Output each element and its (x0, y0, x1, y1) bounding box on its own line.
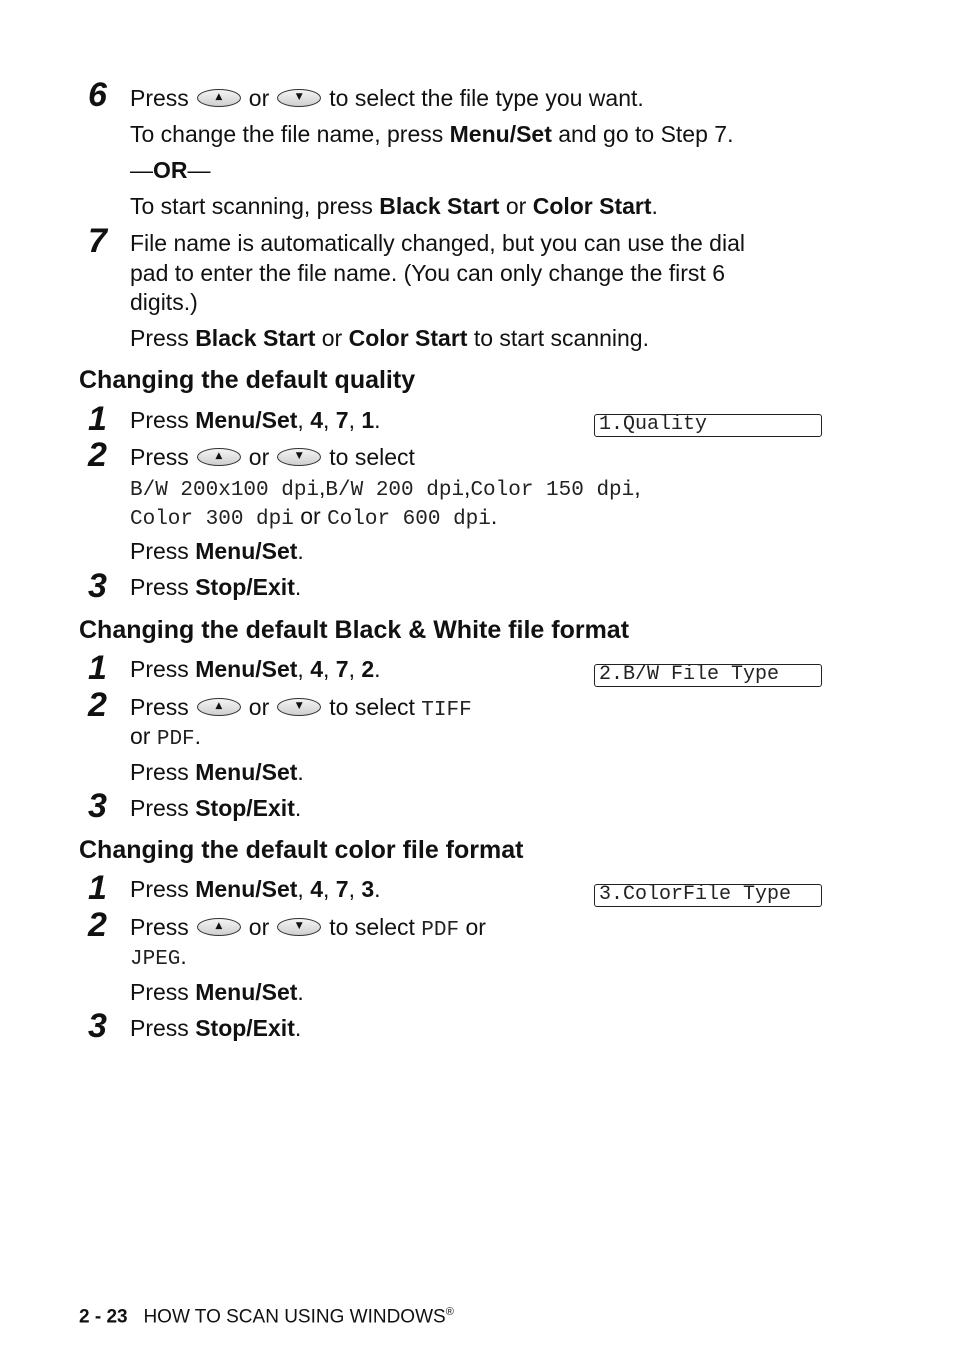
down-arrow-key-icon: ▼ (277, 918, 321, 936)
step-number: 1 (88, 869, 107, 907)
step-number: 3 (88, 787, 107, 825)
step-number: 2 (88, 906, 107, 944)
quality-step3: Press Stop/Exit. (130, 574, 302, 600)
registered-mark: ® (445, 1306, 454, 1318)
step-number: 3 (88, 1007, 107, 1045)
step-number: 7 (88, 222, 107, 260)
color-step3: Press Stop/Exit. (130, 1015, 302, 1041)
quality-step2-press: Press Menu/Set. (130, 538, 304, 564)
down-arrow-key-icon: ▼ (277, 698, 321, 716)
quality-options-line2: Color 300 dpi or Color 600 dpi. (130, 503, 498, 531)
section-heading-quality: Changing the default quality (79, 366, 416, 394)
chapter-title: HOW TO SCAN USING WINDOWS (143, 1306, 446, 1328)
down-arrow-key-icon: ▼ (277, 89, 321, 107)
page-number: 2 - 23 (79, 1306, 128, 1328)
step6-line2: To change the file name, press Menu/Set and go to Step 7. (130, 121, 734, 147)
color-step2-press: Press Menu/Set. (130, 979, 304, 1005)
section-heading-bw-format: Changing the default Black & White file format (79, 616, 630, 644)
step6-line1: Press ▲ or ▼ to select the file type you want. (130, 85, 644, 111)
step7-line3: digits.) (130, 289, 198, 315)
step-number: 2 (88, 686, 107, 724)
step7-line4: Press Black Start or Color Start to start scanning. (130, 325, 649, 351)
quality-options-line1: B/W 200x100 dpi,B/W 200 dpi,Color 150 dpi, (130, 474, 641, 502)
step-number: 2 (88, 436, 107, 474)
color-step2-line2: JPEG. (130, 943, 187, 971)
page-footer (79, 1300, 454, 1329)
step-number: 6 (88, 76, 107, 114)
bw-step3: Press Stop/Exit. (130, 795, 302, 821)
bw-step2-line2: or PDF. (130, 723, 202, 751)
up-arrow-key-icon: ▲ (197, 698, 241, 716)
up-arrow-key-icon: ▲ (197, 918, 241, 936)
up-arrow-key-icon: ▲ (197, 89, 241, 107)
step-number: 1 (88, 649, 107, 687)
quality-step2-line1: Press ▲ or ▼ to select (130, 444, 415, 470)
lcd-display-quality: 1.Quality (594, 414, 822, 437)
bw-step2-press: Press Menu/Set. (130, 759, 304, 785)
up-arrow-key-icon: ▲ (197, 448, 241, 466)
or-separator: —OR— (130, 157, 211, 183)
step7-line1: File name is automatically changed, but you can use the dial (130, 230, 745, 256)
step6-line4: To start scanning, press Black Start or Color Start. (130, 193, 658, 219)
down-arrow-key-icon: ▼ (277, 448, 321, 466)
lcd-display-bw-file-type: 2.B/W File Type (594, 664, 822, 687)
step-number: 3 (88, 567, 107, 605)
color-step2-line1: Press ▲ or ▼ to select PDF or (130, 914, 486, 942)
bw-step1: Press Menu/Set, 4, 7, 2. (130, 656, 381, 682)
step7-line2: pad to enter the file name. (You can only change the first 6 (130, 260, 725, 286)
color-step1: Press Menu/Set, 4, 7, 3. (130, 876, 381, 902)
section-heading-color-format: Changing the default color file format (79, 836, 524, 864)
bw-step2-line1: Press ▲ or ▼ to select TIFF (130, 694, 472, 722)
step-number: 1 (88, 400, 107, 438)
quality-step1: Press Menu/Set, 4, 7, 1. (130, 407, 381, 433)
lcd-display-color-file-type: 3.ColorFile Type (594, 884, 822, 907)
